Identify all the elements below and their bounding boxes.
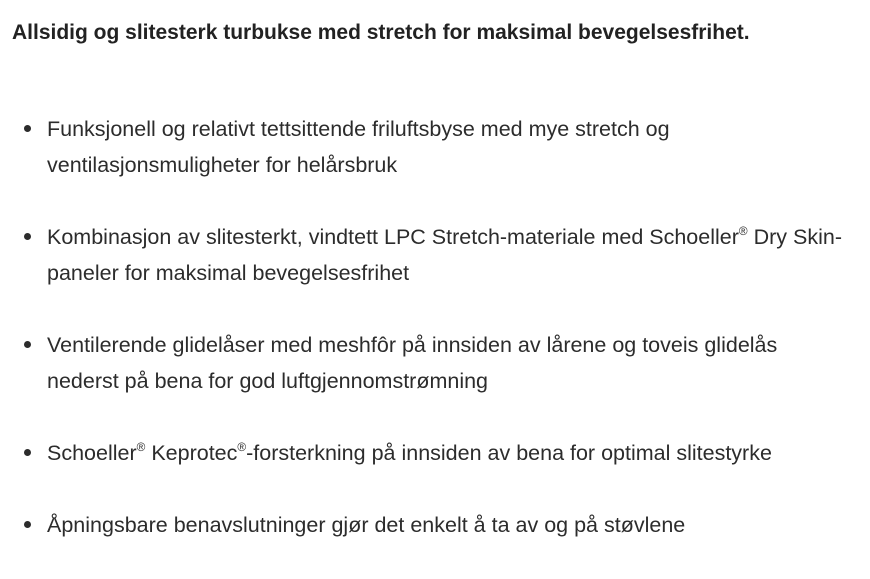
feature-item — [0, 435, 870, 471]
feature-item — [0, 111, 870, 183]
bullet-icon — [24, 125, 31, 132]
feature-text: Åpningsbare benavslutninger gjør det enkelt å ta av og på støvlene — [47, 513, 686, 537]
bullet-icon — [24, 233, 31, 240]
feature-list — [0, 111, 870, 579]
bullet-icon — [24, 449, 31, 456]
feature-item — [0, 327, 870, 399]
registered-mark: ® — [237, 440, 247, 455]
feature-item — [0, 219, 870, 291]
feature-text: Funksjonell og relativt tettsittende friluftsbyse med mye stretch og ventilasjonsmuligheter for helårsbruk — [47, 117, 670, 177]
feature-text: Kombinasjon av slitesterkt, vindtett LPC Stretch-materiale med Schoeller — [47, 225, 739, 249]
feature-text: Ventilerende glidelåser med meshfôr på innsiden av lårene og toveis glidelås nederst på bena for god luftgjennomstrømning — [47, 333, 778, 393]
registered-mark: ® — [738, 224, 748, 239]
product-headline: Allsidig og slitesterk turbukse med stretch for maksimal bevegelsesfrihet. — [12, 21, 750, 44]
bullet-icon — [24, 341, 31, 348]
feature-text: Schoeller — [47, 441, 137, 465]
feature-item — [0, 507, 870, 543]
feature-text: Dry Skin-paneler for maksimal bevegelsesfrihet — [47, 225, 842, 285]
bullet-icon — [24, 521, 31, 528]
registered-mark: ® — [136, 440, 146, 455]
feature-text: Keprotec — [145, 441, 238, 465]
feature-text: -forsterkning på innsiden av bena for optimal slitestyrke — [246, 441, 772, 465]
